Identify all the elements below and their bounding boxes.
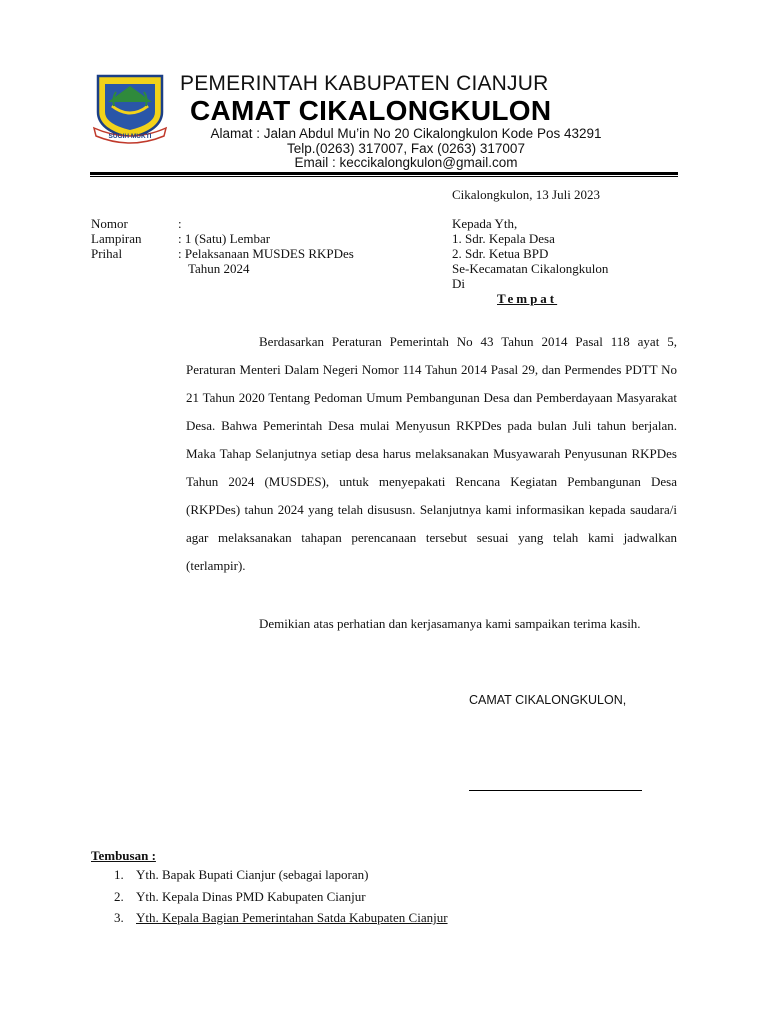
body-paragraph-1: Berdasarkan Peraturan Pemerintah No 43 Tahun 2014 Pasal 118 ayat 5, Peraturan Menteri Dalam Negeri Nomor 114 Tahun 2014 Pasal 29, dan Permendes PDTT No 21 Tahun 2020 Tentang Pedoman Umum Pembangunan Desa dan Pemberdayaan Masyarakat Desa. Bahwa Pemerintah Desa mulai Menyusun RKPDes pada bulan Juli tahun berjalan. Maka Tahap Selanjutnya setiap desa harus melaksanakan Musyawarah Penyusunan RKPDes Tahun 2024 (MUSDES), untuk menyepakati Rencana Kegiatan Pembangunan Desa (RKPDes) tahun 2024 yang telah disususn. Selanjutnya kami informasikan kepada saudara/i agar melaksanakan tahapan perencanaan tersebut sesuai yang telah kami jadwalkan (terlampir). <box>186 334 677 573</box>
cianjur-emblem-logo <box>90 72 170 144</box>
recipient-di: Di <box>452 276 465 291</box>
body-paragraph-2: Demikian atas perhatian dan kerjasamanya kami sampaikan terima kasih. <box>259 616 641 631</box>
emblem-icon <box>90 72 170 144</box>
lampiran-value: : 1 (Satu) Lembar <box>178 231 271 246</box>
tembusan-item-number: 3. <box>114 910 124 925</box>
office-name: CAMAT CIKALONGKULON <box>190 95 552 126</box>
tembusan-item <box>114 867 369 883</box>
letterhead-divider-thin <box>90 176 678 177</box>
recipient-greeting: Kepada Yth, <box>452 216 518 231</box>
government-name: PEMERINTAH KABUPATEN CIANJUR <box>180 72 549 95</box>
lampiran-label: Lampiran <box>91 231 142 246</box>
recipient-place: Tempat <box>497 291 558 306</box>
recipient-kepala-desa: 1. Sdr. Kepala Desa <box>452 231 555 246</box>
nomor-value: : <box>178 216 182 231</box>
signature-line <box>469 790 642 791</box>
prihal-value-continued: Tahun 2024 <box>188 261 250 276</box>
office-address: Alamat : Jalan Abdul Mu’in No 20 Cikalongkulon Kode Pos 43291 <box>210 126 602 141</box>
office-email: Email : keccikalongkulon@gmail.com <box>294 155 518 170</box>
tembusan-item-number: 1. <box>114 867 124 882</box>
prihal-value: : Pelaksanaan MUSDES RKPDes <box>178 246 354 261</box>
tembusan-title: Tembusan : <box>91 848 156 863</box>
signature-title: CAMAT CIKALONGKULON, <box>469 693 627 707</box>
recipient-area: Se-Kecamatan Cikalongkulon <box>452 261 609 276</box>
prihal-label: Prihal <box>91 246 123 261</box>
tembusan-item-number: 2. <box>114 889 124 904</box>
tembusan-item-text: Yth. Kepala Bagian Pemerintahan Satda Kabupaten Cianjur <box>136 910 448 925</box>
svg-text:SUGIH MUKTI: SUGIH MUKTI <box>108 133 152 140</box>
office-phone: Telp.(0263) 317007, Fax (0263) 317007 <box>287 141 525 156</box>
letterhead-divider-thick <box>90 172 678 175</box>
tembusan-item-text: Yth. Kepala Dinas PMD Kabupaten Cianjur <box>136 889 366 904</box>
tembusan-item <box>114 889 366 905</box>
nomor-label: Nomor <box>91 216 128 231</box>
tembusan-item <box>114 910 448 926</box>
tembusan-item-text: Yth. Bapak Bupati Cianjur (sebagai laporan) <box>136 867 369 882</box>
recipient-ketua-bpd: 2. Sdr. Ketua BPD <box>452 246 549 261</box>
letter-date: Cikalongkulon, 13 Juli 2023 <box>452 187 601 202</box>
